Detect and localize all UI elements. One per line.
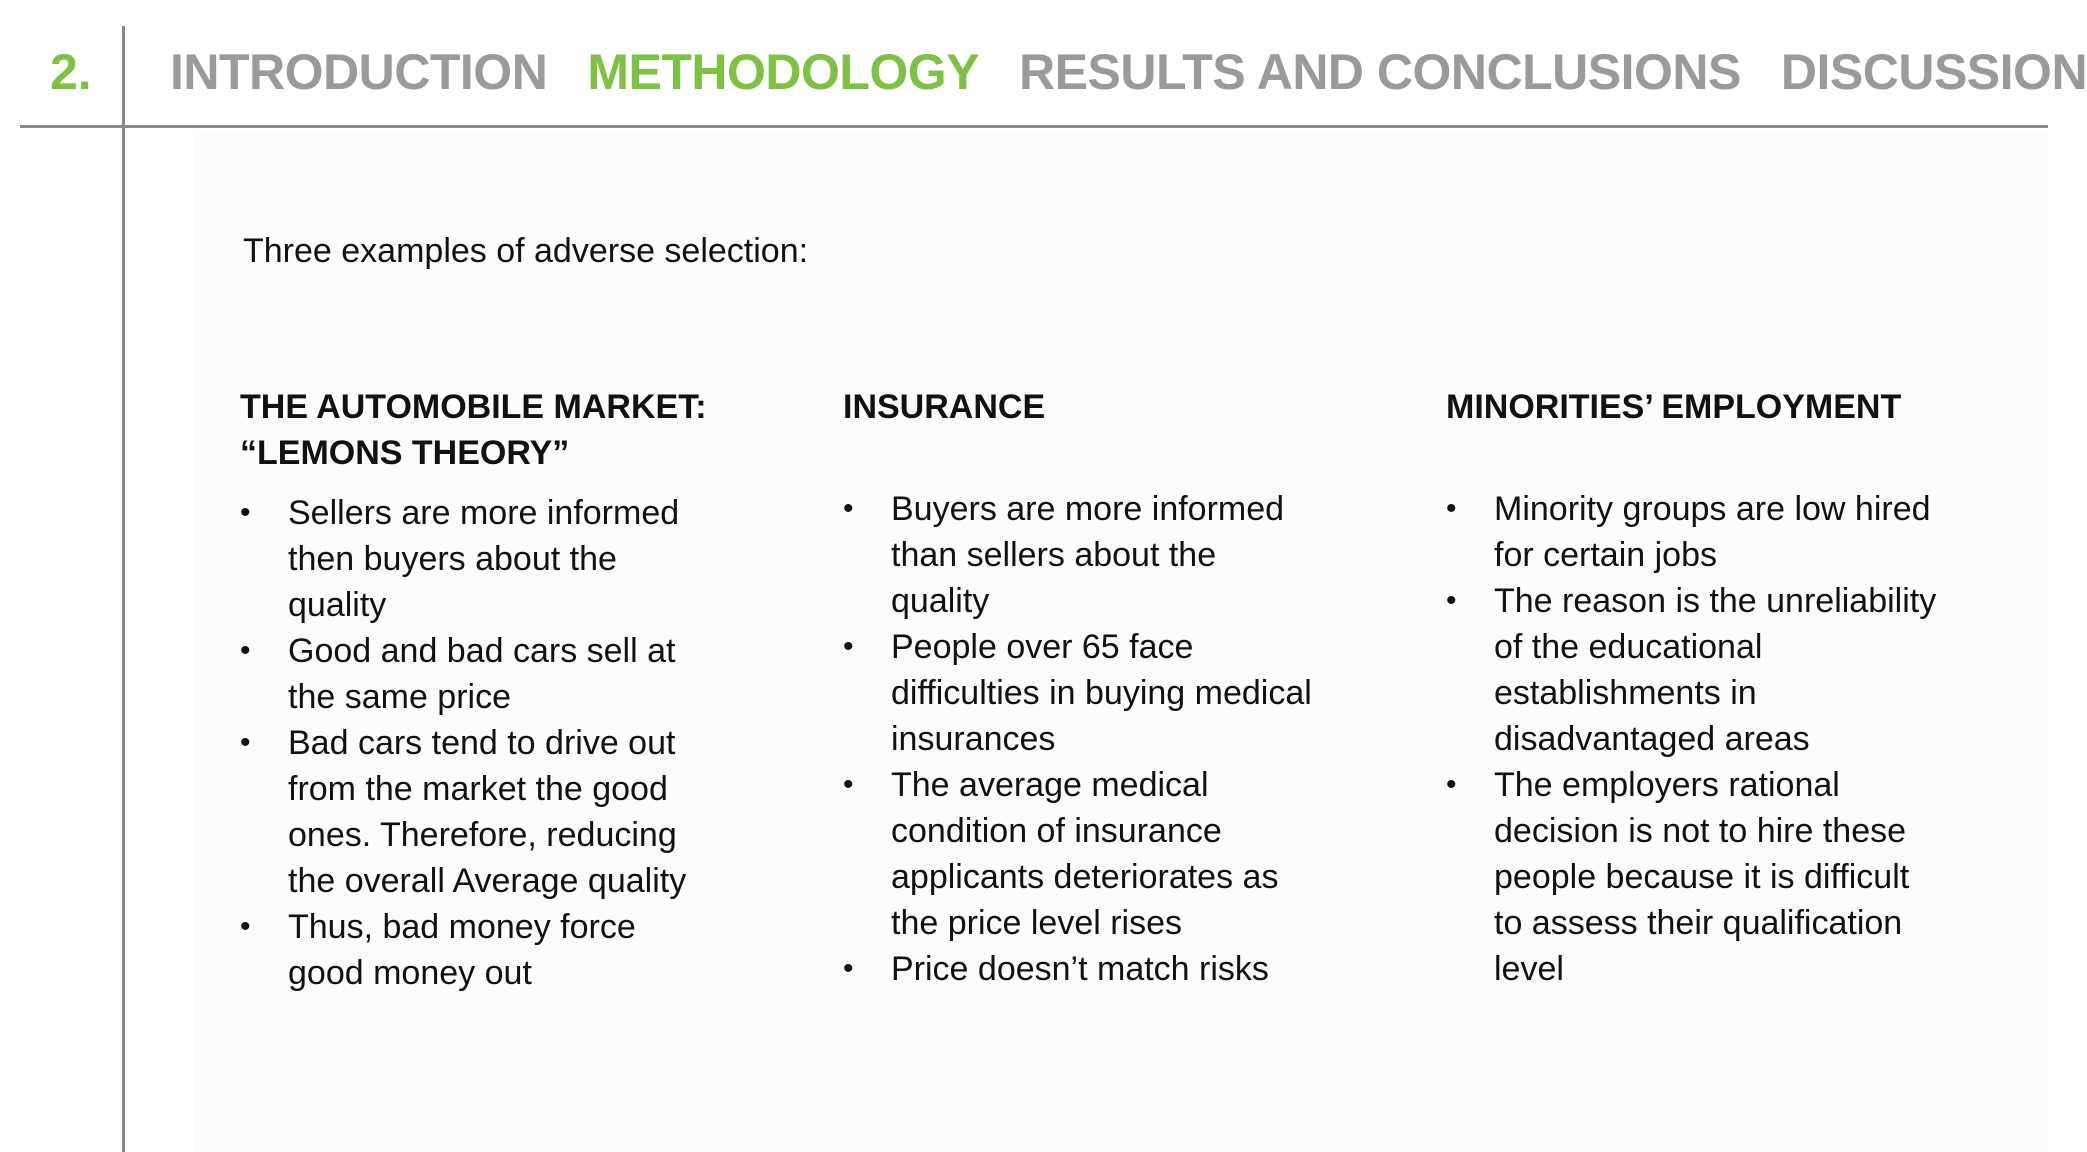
- nav-methodology[interactable]: METHODOLOGY: [587, 44, 980, 100]
- list-item: [240, 628, 720, 720]
- list-item: [240, 720, 720, 904]
- column-automobile-market: [240, 384, 720, 996]
- column-heading-line: MINORITIES’ EMPLOYMENT: [1446, 388, 1902, 426]
- column-heading: [240, 384, 720, 476]
- section-number: 2.: [50, 44, 92, 100]
- list-item: [240, 904, 720, 996]
- list-item: [843, 624, 1323, 762]
- nav-introduction[interactable]: INTRODUCTION: [170, 44, 548, 100]
- list-item: [1446, 762, 1946, 992]
- list-item: [843, 946, 1323, 992]
- list-item: [843, 486, 1323, 624]
- bullet-icon: •: [843, 492, 854, 525]
- bullet-icon: •: [240, 634, 251, 667]
- column-heading-line: THE AUTOMOBILE MARKET:: [240, 388, 707, 426]
- list-item-text: The employers rational decision is not to hire these people because it is difficult to assess their qualification level: [1494, 766, 1910, 988]
- list-item: [1446, 578, 1946, 762]
- list-item-text: Bad cars tend to drive out from the market the good ones. Therefore, reducing the overall Average quality: [288, 724, 687, 900]
- bullet-icon: •: [240, 496, 251, 529]
- nav-discussion[interactable]: DISCUSSION: [1780, 44, 2087, 100]
- column-heading-line: INSURANCE: [843, 388, 1046, 426]
- bullet-icon: •: [843, 768, 854, 801]
- section-nav: [170, 38, 2087, 106]
- bullet-icon: •: [1446, 768, 1457, 801]
- bullet-icon: •: [1446, 492, 1457, 525]
- bullet-list: [1446, 486, 1946, 992]
- list-item-text: The reason is the unreliability of the educational establishments in disadvantaged areas: [1494, 582, 1937, 758]
- column-insurance: [843, 384, 1323, 992]
- list-item-text: Buyers are more informed than sellers about the quality: [891, 490, 1285, 620]
- column-heading: [1446, 384, 1946, 430]
- list-item-text: People over 65 face difficulties in buying medical insurances: [891, 628, 1312, 758]
- intro-text: Three examples of adverse selection:: [243, 232, 809, 270]
- list-item-text: Thus, bad money force good money out: [288, 908, 636, 992]
- list-item: [843, 762, 1323, 946]
- list-item-text: The average medical condition of insurance applicants deteriorates as the price level rises: [891, 766, 1279, 942]
- bullet-icon: •: [843, 630, 854, 663]
- list-item-text: Price doesn’t match risks: [891, 950, 1269, 988]
- nav-results-and-conclusions[interactable]: RESULTS AND CONCLUSIONS: [1019, 44, 1741, 100]
- bullet-icon: •: [843, 952, 854, 985]
- bullet-list: [240, 490, 720, 996]
- vertical-divider: [122, 26, 125, 1152]
- column-minorities-employment: [1446, 384, 1946, 992]
- bullet-icon: •: [240, 726, 251, 759]
- list-item-text: Sellers are more informed then buyers about the quality: [288, 494, 680, 624]
- list-item-text: Good and bad cars sell at the same price: [288, 632, 676, 716]
- column-heading: [843, 384, 1323, 430]
- bullet-list: [843, 486, 1323, 992]
- list-item: [240, 490, 720, 628]
- list-item-text: Minority groups are low hired for certain jobs: [1494, 490, 1931, 574]
- bullet-icon: •: [1446, 584, 1457, 617]
- list-item: [1446, 486, 1946, 578]
- bullet-icon: •: [240, 910, 251, 943]
- header-divider: [20, 125, 2048, 128]
- column-heading-line: “LEMONS THEORY”: [240, 434, 570, 472]
